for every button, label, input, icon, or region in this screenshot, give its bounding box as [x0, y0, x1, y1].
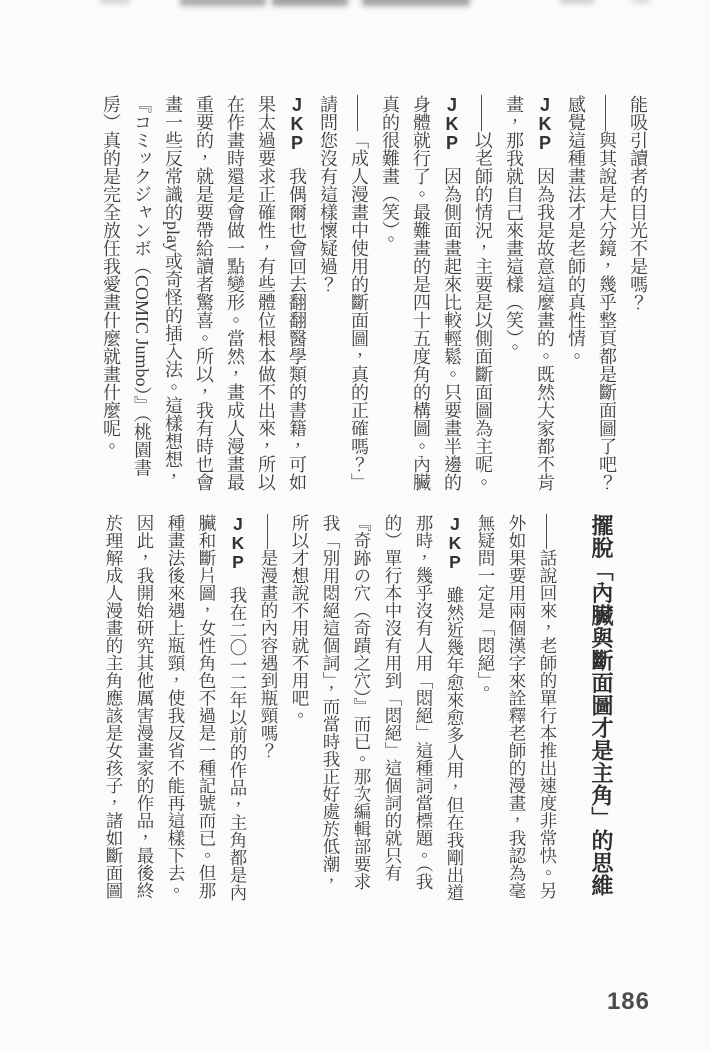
- section-heading: 擺脫「內臟與斷面圖才是主角」的思維: [589, 514, 614, 897]
- interview-question: ——話說回來，老師的單行本推出速度非常快。另外如果要用兩個漢字來詮釋老師的漫畫，我認為毫無疑問一定是「悶絕」。: [476, 514, 558, 899]
- speaker-label: JKP: [535, 95, 555, 152]
- interview-answer: [284, 514, 470, 904]
- speaker-label: JKP: [287, 95, 307, 152]
- interview-answer: [498, 95, 560, 495]
- interview-answer: [374, 95, 467, 495]
- interview-answer: [95, 95, 312, 495]
- lower-text-block: [98, 514, 619, 904]
- answer-text: 我在二〇一二年以前的作品，主角都是內臟和斷片圖，女性角色不過是一種記號而已。但那種畫法後來遇上瓶頸，使我反省不能再這樣下去。因此，我開始研究其他厲害漫畫家的作品，最後終於理解成人漫畫的主角應該是女孩子，諸如斷面圖: [104, 514, 248, 901]
- answer-text: 我偶爾也會回去翻翻醫學類的書籍，可如果太過要求正確性，有些體位根本做不出來，所以在作畫時還是會做一點變形。當然，畫成人漫畫最重要的，就是要帶給讀者驚喜。所以，我有時也會畫一些反常識的play或奇怪的插入法。這樣想想，『コミックジャンボ（COMIC Jumbo）』（桃園書房）真的是完全放任我愛畫什麼就畫什麼呢。: [101, 95, 307, 492]
- answer-text: 雖然近幾年愈來愈多人用，但在我剛出道那時，幾乎沒有人用「悶絕」這種詞當標題。（我的）單行本中沒有用到「悶絕」這個詞的就只有『奇跡の穴（奇蹟之穴）』而已。那次編輯部要求我「別用悶絕這個詞」，而當時我正好處於低潮，所以才想說不用就不用吧。: [290, 514, 465, 901]
- interview-question: ——以老師的情況，主要是以側面斷面圖為主呢。: [473, 95, 493, 491]
- scan-artifact: [100, 0, 130, 4]
- interview-question: ——是漫畫的內容遇到瓶頸嗎？: [259, 514, 279, 759]
- speaker-label: JKP: [228, 514, 248, 571]
- scan-artifact: [632, 0, 650, 3]
- answer-text: 因為側面畫起來比較輕鬆。只要畫半邊的身體就行了。最難畫的是四十五度角的構圖。內臟真的很難畫（笑）。: [380, 95, 462, 492]
- page-number: 186: [606, 988, 650, 1015]
- scan-artifact: [560, 0, 594, 4]
- scan-artifact: [362, 0, 470, 6]
- interview-question: ——與其說是大分鏡，幾乎整頁都是斷面圖了吧？感覺這種畫法才是老師的真性情。: [566, 95, 617, 491]
- interview-question: ——「成人漫畫中使用的斷面圖，真的正確嗎？」請問您沒有這樣懷疑過？: [318, 95, 369, 491]
- interview-answer: [98, 514, 253, 904]
- scan-artifact: [180, 0, 266, 6]
- answer-text: 因為我是故意這麼畫的。既然大家都不肯畫，那我就自己來畫這樣（笑）。: [504, 95, 555, 492]
- speaker-label: JKP: [445, 514, 465, 571]
- upper-text-block: [95, 95, 653, 495]
- continuation-paragraph: 能吸引讀者的目光不是嗎？: [628, 95, 648, 311]
- speaker-label: JKP: [442, 95, 462, 152]
- scan-artifact: [272, 0, 348, 6]
